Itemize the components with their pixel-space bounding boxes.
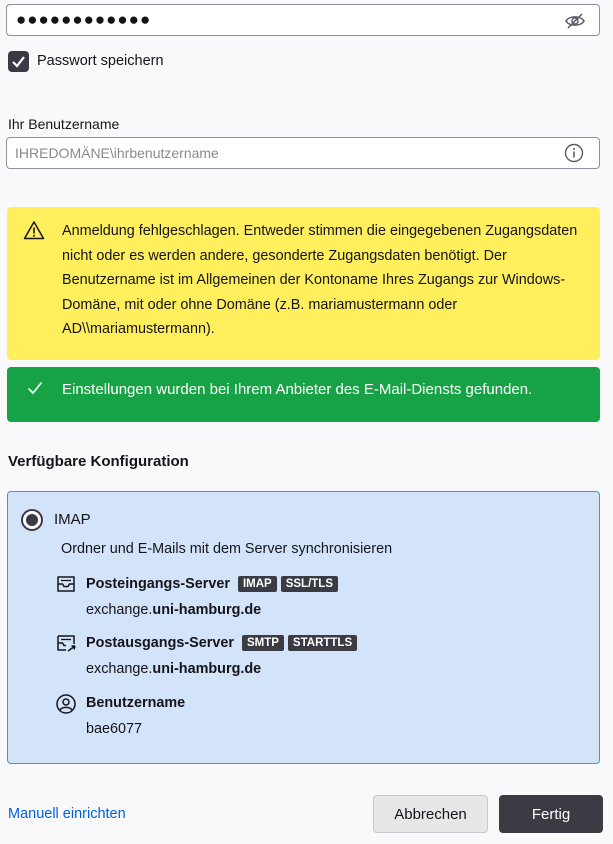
imap-config-card[interactable] (7, 491, 600, 764)
outbox-icon (55, 633, 77, 658)
protocol-description: Ordner und E-Mails mit dem Server synchronisieren (61, 541, 393, 557)
imap-radio[interactable] (21, 509, 43, 531)
incoming-host-domain: uni-hamburg.de (152, 602, 262, 618)
outgoing-server-host (86, 661, 261, 677)
config-heading: Verfügbare Konfiguration (8, 453, 189, 470)
remember-password-label[interactable]: Passwort speichern (37, 53, 164, 69)
incoming-security-badge: SSL/TLS (281, 576, 338, 592)
username-label: Ihr Benutzername (8, 116, 120, 132)
warning-triangle-icon (23, 220, 45, 245)
checkmark-icon (11, 54, 26, 69)
outgoing-protocol-badge: SMTP (242, 635, 284, 651)
login-failed-warning (7, 207, 600, 360)
success-message: Einstellungen wurden bei Ihrem Anbieter des E-Mail-Diensts gefunden. (62, 381, 533, 398)
inbox-icon (55, 574, 77, 599)
protocol-name: IMAP (54, 511, 91, 528)
outgoing-host-domain: uni-hamburg.de (152, 661, 262, 677)
incoming-server-host (86, 602, 261, 618)
incoming-server-row (86, 576, 338, 593)
username-input[interactable] (8, 139, 558, 167)
outgoing-security-badge: STARTTLS (288, 635, 357, 651)
password-value[interactable]: ●●●●●●●●●●●● (16, 10, 152, 29)
password-field[interactable] (6, 4, 600, 36)
outgoing-server-row (86, 635, 357, 652)
outgoing-host-prefix: exchange. (86, 661, 153, 677)
username-field[interactable] (6, 137, 600, 169)
cancel-button[interactable]: Abbrechen (373, 795, 488, 833)
settings-found-notice (7, 367, 600, 422)
eye-hidden-icon[interactable] (565, 12, 585, 35)
checkmark-icon (27, 381, 43, 400)
warning-message: Anmeldung fehlgeschlagen. Entweder stimmen die eingegebenen Zugangsdaten nicht oder es werden andere, gesonderte Zugangsdaten benötigt. Der Benutzername ist im Allgemeinen der Kontoname Ihres Zugangs zur Windows-Domäne, mit oder ohne Domäne (z.B. mariamustermann oder AD\\mariamustermann). (62, 223, 578, 337)
user-circle-icon (55, 693, 77, 720)
config-username-value: bae6077 (86, 721, 143, 737)
remember-password-checkbox[interactable] (8, 51, 29, 72)
manual-setup-link[interactable]: Manuell einrichten (8, 806, 126, 822)
incoming-protocol-badge: IMAP (238, 576, 277, 592)
outgoing-server-title: Postausgangs-Server (86, 635, 234, 651)
incoming-host-prefix: exchange. (86, 602, 153, 618)
incoming-server-title: Posteingangs-Server (86, 576, 230, 592)
config-username-title: Benutzername (86, 695, 186, 711)
info-icon[interactable] (564, 143, 584, 168)
done-button[interactable]: Fertig (499, 795, 603, 833)
